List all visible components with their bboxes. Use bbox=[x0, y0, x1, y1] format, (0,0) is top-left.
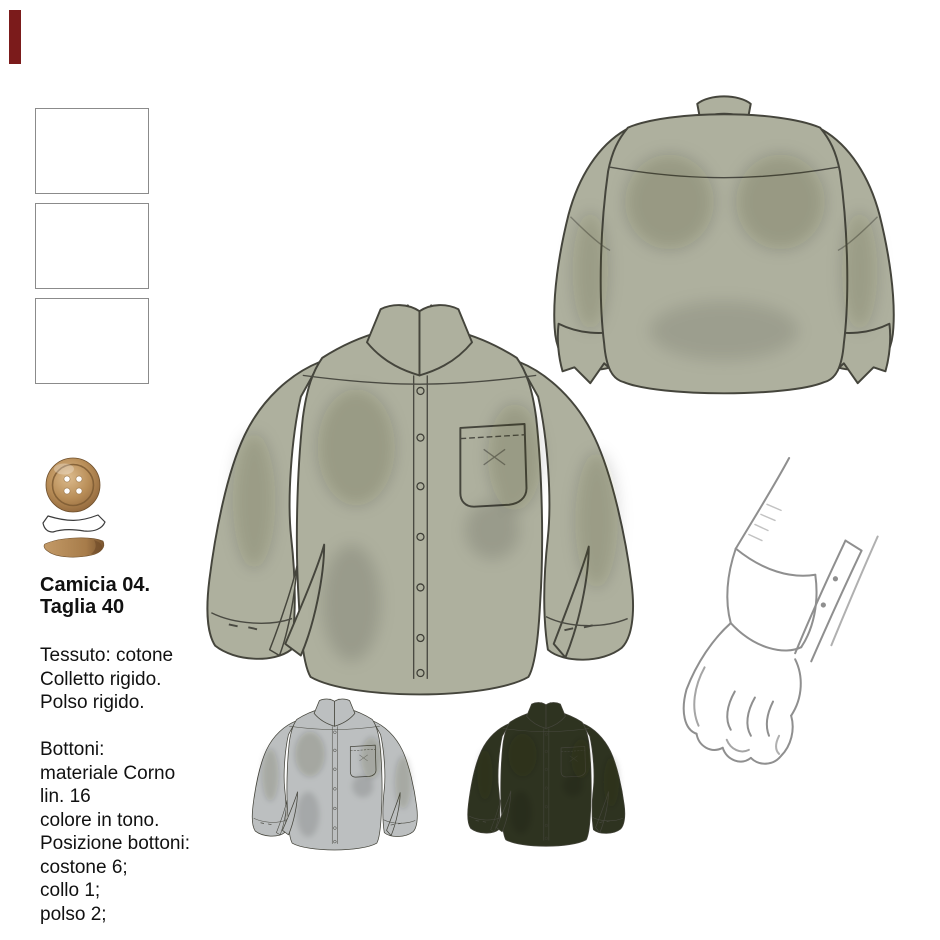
spec-text-block bbox=[40, 644, 190, 926]
page-title: Camicia 04. bbox=[40, 574, 151, 596]
spec-line: Bottoni: bbox=[40, 739, 105, 760]
spec-line bbox=[40, 715, 190, 739]
swatch-box-2 bbox=[35, 203, 149, 289]
hand-cuff-sketch bbox=[638, 452, 900, 774]
spec-line: colore in tono. bbox=[40, 809, 160, 831]
horn-button-icon bbox=[36, 452, 114, 562]
spec-line: lin. 16 bbox=[40, 786, 91, 807]
spec-line: materiale Corno bbox=[40, 762, 176, 784]
shirt-front-main bbox=[172, 282, 667, 710]
shirt-variant-grey bbox=[232, 690, 437, 856]
red-corner-marker bbox=[9, 10, 21, 64]
spec-line: Polso rigido. bbox=[40, 692, 145, 713]
spec-line: Tessuto: cotone bbox=[40, 645, 174, 666]
swatch-box-1 bbox=[35, 108, 149, 194]
shirt-variant-dark-olive bbox=[448, 694, 644, 852]
spec-line: Colletto rigido. bbox=[40, 668, 162, 690]
page-subtitle: Taglia 40 bbox=[40, 596, 125, 618]
spec-line: collo 1; bbox=[40, 880, 101, 901]
title-block bbox=[40, 574, 150, 618]
spec-line: costone 6; bbox=[40, 856, 128, 878]
spec-line: Posizione bottoni: bbox=[40, 833, 190, 854]
swatch-box-3 bbox=[35, 298, 149, 384]
spec-line: polso 2; bbox=[40, 903, 107, 925]
horn-button-image bbox=[36, 452, 114, 562]
